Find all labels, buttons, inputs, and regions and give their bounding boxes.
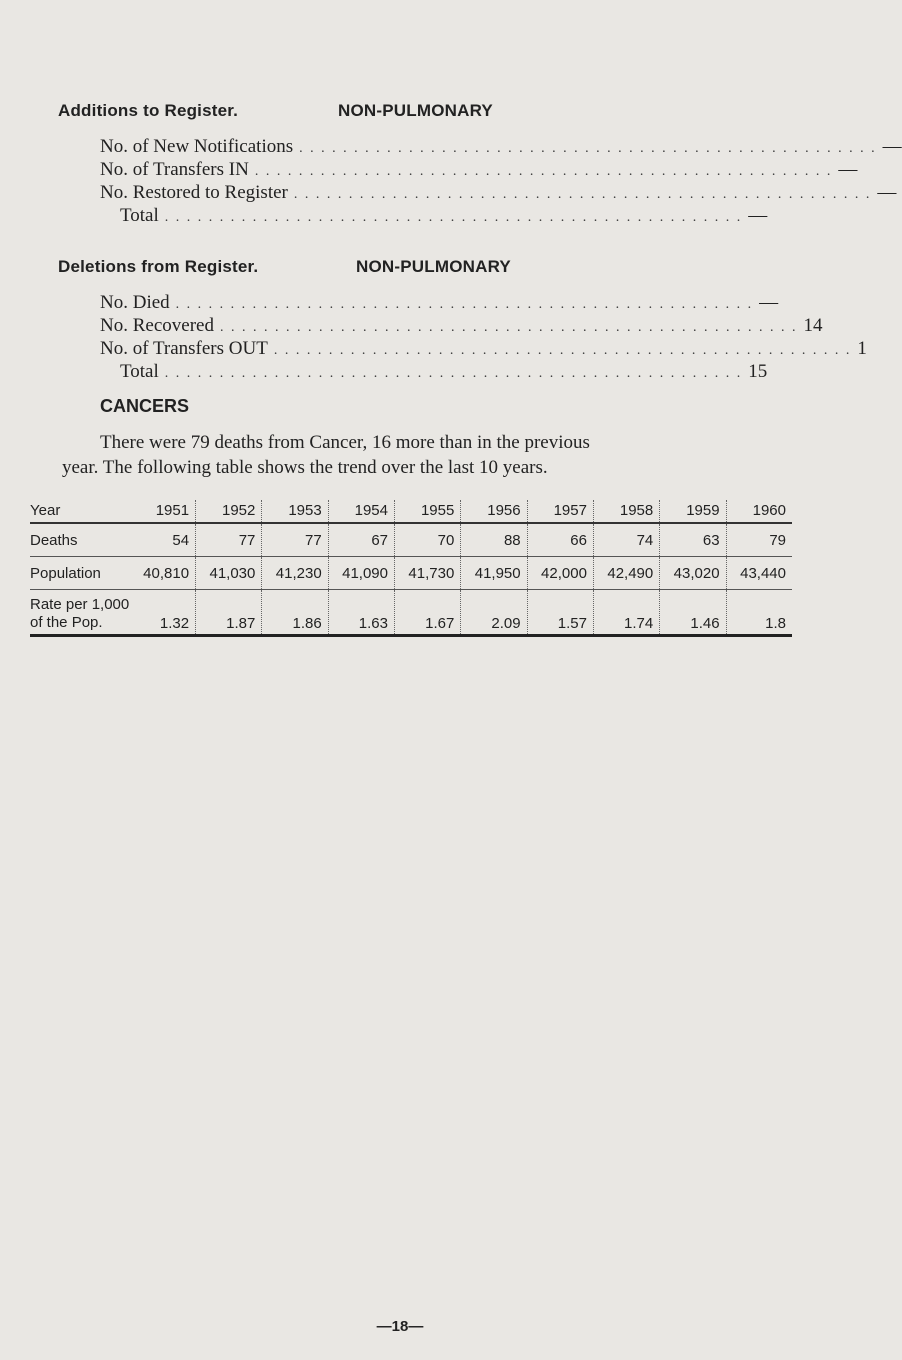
- population-cell: 41,950: [461, 557, 527, 590]
- deletions-heading: [58, 257, 511, 277]
- row-label-year: Year: [30, 500, 130, 523]
- table-row-population: [30, 557, 792, 590]
- leader-dots: . . . . . . . . . . . . . . . . . . . . . . . . . . . . . . . . . . . . . . . . . . . . . . . . . . . . .: [175, 297, 754, 312]
- leader-dots: . . . . . . . . . . . . . . . . . . . . . . . . . . . . . . . . . . . . . . . . . . . . . . . . . . . . .: [164, 366, 743, 381]
- year-cell: 1953: [262, 500, 328, 523]
- item-label: No. Restored to Register: [100, 182, 288, 203]
- year-cell: 1958: [593, 500, 659, 523]
- rate-cell: 1.87: [196, 590, 262, 636]
- deaths-cell: 67: [328, 523, 394, 557]
- deletions-item-died: [100, 292, 779, 314]
- additions-total: [100, 205, 768, 227]
- deaths-cell: 70: [395, 523, 461, 557]
- population-cell: 42,490: [593, 557, 659, 590]
- item-value: —: [882, 136, 902, 157]
- population-cell: 40,810: [130, 557, 196, 590]
- leader-dots: . . . . . . . . . . . . . . . . . . . . . . . . . . . . . . . . . . . . . . . . . . . . . . . . . . . . .: [164, 210, 743, 225]
- page-number: —18—: [376, 1318, 424, 1335]
- table-row-rate: [30, 590, 792, 636]
- deaths-cell: 74: [593, 523, 659, 557]
- leader-dots: . . . . . . . . . . . . . . . . . . . . . . . . . . . . . . . . . . . . . . . . . . . . . . . . . . . . .: [299, 141, 877, 156]
- rate-cell: 1.32: [130, 590, 196, 636]
- item-value: 14: [803, 315, 823, 336]
- deaths-cell: 79: [726, 523, 792, 557]
- year-cell: 1954: [328, 500, 394, 523]
- item-label: No. of Transfers IN: [100, 159, 249, 180]
- deaths-cell: 66: [527, 523, 593, 557]
- item-value: —: [838, 159, 858, 180]
- row-label-rate: [30, 590, 130, 636]
- item-value: —: [877, 182, 897, 203]
- paragraph-line-1: There were 79 deaths from Cancer, 16 more than in the previous: [100, 432, 590, 453]
- total-label: Total: [120, 361, 159, 382]
- deaths-cell: 77: [196, 523, 262, 557]
- leader-dots: . . . . . . . . . . . . . . . . . . . . . . . . . . . . . . . . . . . . . . . . . . . . . . . . . . . . .: [254, 164, 833, 179]
- deaths-cell: 54: [130, 523, 196, 557]
- rate-cell: 1.8: [726, 590, 792, 636]
- total-label: Total: [120, 205, 159, 226]
- item-value: 1: [857, 338, 867, 359]
- item-value: —: [759, 292, 779, 313]
- cancers-title: CANCERS: [100, 396, 190, 416]
- row-label-population: Population: [30, 557, 130, 590]
- cancers-paragraph: [62, 430, 780, 480]
- table-row-year: [30, 500, 792, 523]
- deletions-category: NON-PULMONARY: [356, 257, 511, 276]
- total-value: 15: [748, 361, 768, 382]
- item-label: No. Died: [100, 292, 170, 313]
- additions-item-transfers-in: [100, 159, 858, 181]
- table-row-deaths: [30, 523, 792, 557]
- deaths-cell: 88: [461, 523, 527, 557]
- row-label-deaths: Deaths: [30, 523, 130, 557]
- rate-cell: 1.86: [262, 590, 328, 636]
- paragraph-line-2: year. The following table shows the trend over the last 10 years.: [62, 457, 548, 478]
- year-cell: 1957: [527, 500, 593, 523]
- rate-cell: 1.46: [660, 590, 726, 636]
- additions-item-notifications: [100, 136, 902, 158]
- item-label: No. of Transfers OUT: [100, 338, 268, 359]
- deletions-total: [100, 361, 768, 383]
- rate-cell: 1.63: [328, 590, 394, 636]
- leader-dots: . . . . . . . . . . . . . . . . . . . . . . . . . . . . . . . . . . . . . . . . . . . . . . . . . . . . .: [293, 187, 872, 202]
- population-cell: 41,090: [328, 557, 394, 590]
- population-cell: 41,730: [395, 557, 461, 590]
- item-label: No. of New Notifications: [100, 136, 294, 157]
- population-cell: 43,020: [660, 557, 726, 590]
- item-label: No. Recovered: [100, 315, 214, 336]
- total-value: —: [748, 205, 768, 226]
- rate-cell: 1.57: [527, 590, 593, 636]
- deaths-cell: 63: [660, 523, 726, 557]
- rate-cell: 1.67: [395, 590, 461, 636]
- rate-cell: 1.74: [593, 590, 659, 636]
- deaths-cell: 77: [262, 523, 328, 557]
- cancer-trend-table: [30, 500, 792, 637]
- deletions-item-transfers-out: [100, 338, 867, 360]
- additions-title: Additions to Register.: [58, 101, 239, 120]
- population-cell: 42,000: [527, 557, 593, 590]
- population-cell: 43,440: [726, 557, 792, 590]
- additions-category: NON-PULMONARY: [338, 101, 493, 120]
- leader-dots: . . . . . . . . . . . . . . . . . . . . . . . . . . . . . . . . . . . . . . . . . . . . . . . . . . . . .: [219, 320, 798, 335]
- year-cell: 1959: [660, 500, 726, 523]
- rate-label-line-2: of the Pop.: [30, 614, 103, 631]
- year-cell: 1955: [395, 500, 461, 523]
- population-cell: 41,230: [262, 557, 328, 590]
- rate-label-line-1: Rate per 1,000: [30, 596, 130, 613]
- additions-item-restored: [100, 182, 897, 204]
- additions-heading: [58, 101, 493, 121]
- population-cell: 41,030: [196, 557, 262, 590]
- deletions-title: Deletions from Register.: [58, 257, 259, 276]
- year-cell: 1951: [130, 500, 196, 523]
- rate-cell: 2.09: [461, 590, 527, 636]
- deletions-item-recovered: [100, 315, 823, 337]
- year-cell: 1956: [461, 500, 527, 523]
- year-cell: 1952: [196, 500, 262, 523]
- year-cell: 1960: [726, 500, 792, 523]
- leader-dots: . . . . . . . . . . . . . . . . . . . . . . . . . . . . . . . . . . . . . . . . . . . . . . . . . . . . .: [273, 343, 852, 358]
